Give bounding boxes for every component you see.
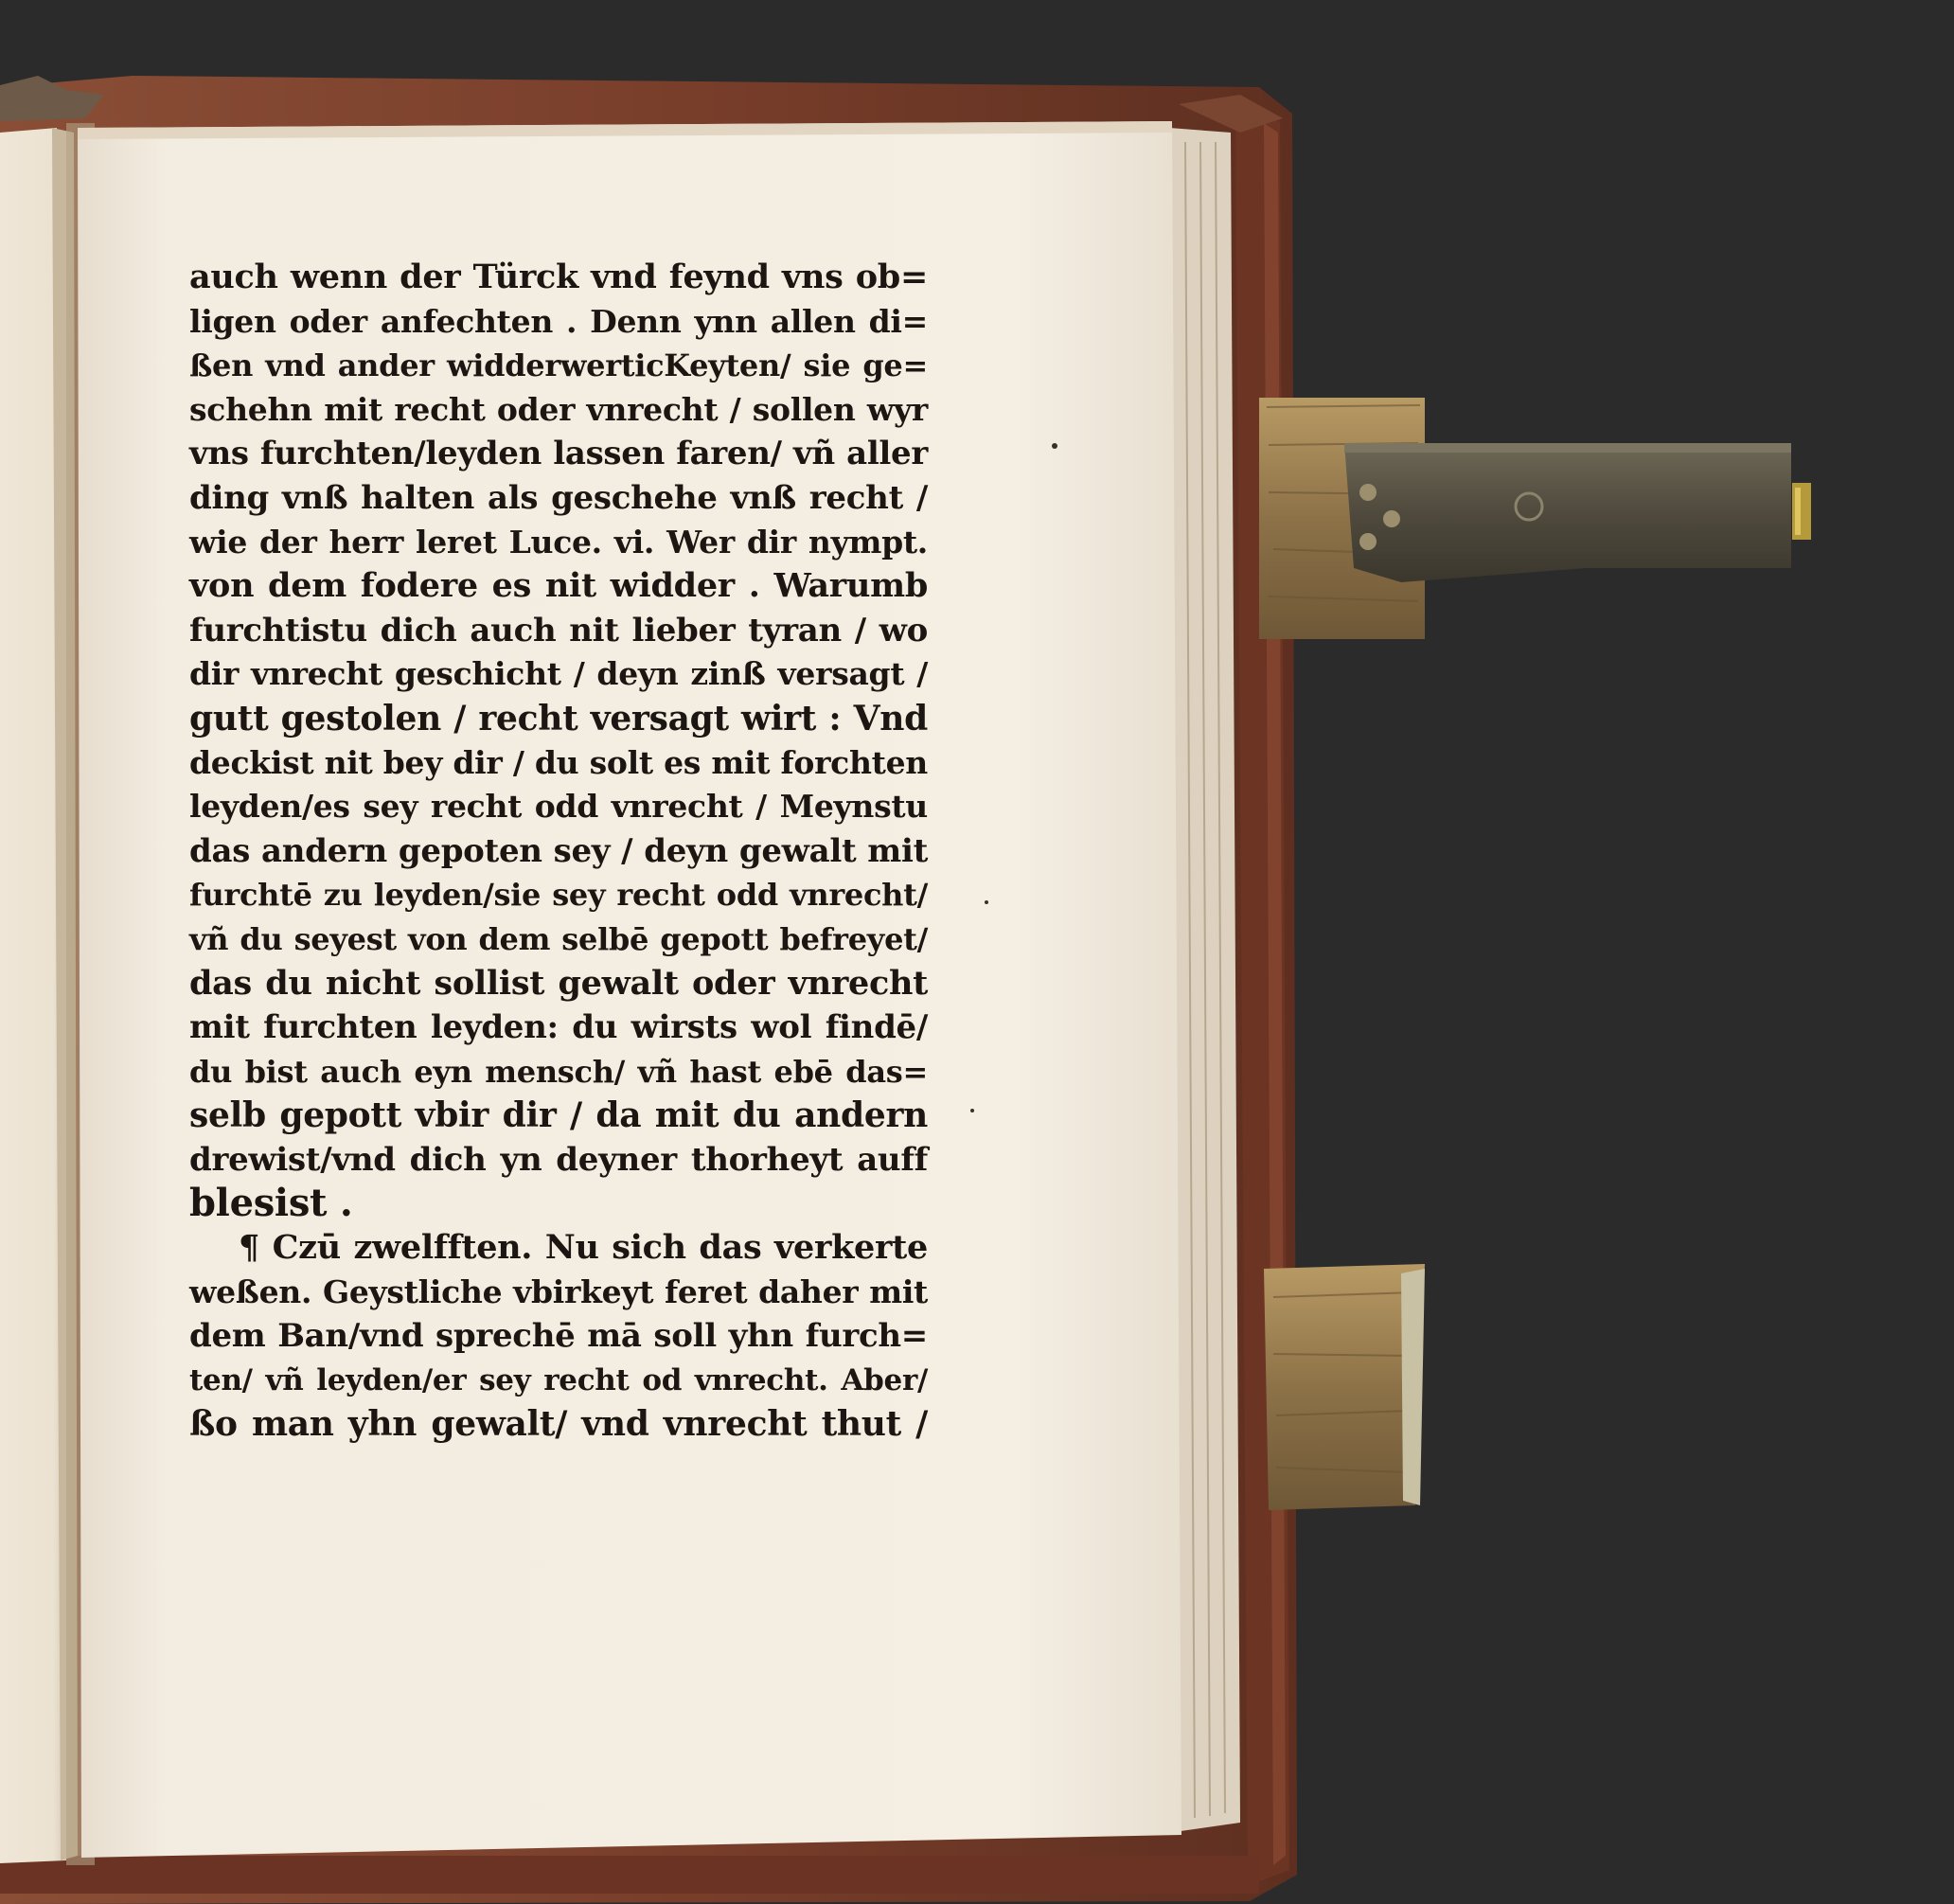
text-line: wie der herr leret Luce. vi. Wer dir nympt. (189, 523, 928, 561)
text-line: das du nicht sollist gewalt oder vnrecht (189, 963, 928, 1003)
text-line: gutt gestolen / recht versagt wirt : Vnd (189, 698, 928, 738)
text-line: vns furchten/leyden lassen faren/ vñ aller (189, 435, 928, 473)
text-line: ligen oder anfechten . Denn ynn allen di= (189, 302, 928, 340)
lower-clasp (1264, 1264, 1425, 1510)
left-page (0, 128, 78, 1863)
text-line: vñ du seyest von dem selbē gepott befreyet/ (189, 920, 928, 957)
text-line: selb gepott vbir dir / da mit du andern (189, 1095, 928, 1136)
paper-speck (970, 1109, 974, 1112)
text-line: ten/ vñ leyden/er sey recht od vnrecht. Aber/ (189, 1362, 928, 1397)
text-line: weßen. Geystliche vbirkeyt feret daher mit (189, 1272, 928, 1310)
text-line: schehn mit recht oder vnrecht / sollen wyr (189, 390, 928, 428)
text-line: ßo man yhn gewalt/ vnd vnrecht thut / (189, 1404, 928, 1445)
text-line: deckist nit bey dir / du solt es mit forchten (189, 743, 928, 781)
paper-speck (985, 900, 988, 904)
text-line: dir vnrecht geschicht / deyn zinß versagt / (189, 655, 928, 693)
text-line: furchtē zu leyden/sie sey recht odd vnrecht/ (189, 877, 928, 914)
text-line: mit furchten leyden: du wirsts wol findē/ (189, 1008, 928, 1047)
text-line: ßen vnd ander widderwerticKeyten/ sie ge= (189, 347, 928, 384)
text-line: ding vnß halten als geschehe vnß recht / (189, 478, 928, 517)
text-line: dem Ban/vnd sprechē mā soll yhn furch= (189, 1317, 928, 1356)
text-line: das andern gepoten sey / deyn gewalt mit (189, 831, 928, 870)
text-line-paragraph-start: ¶ Czū zwelfften. Nu sich das verkerte (239, 1228, 928, 1268)
page-text-block (189, 256, 928, 1447)
text-line: leyden/es sey recht odd vnrecht / Meynstu (189, 788, 928, 826)
text-line: von dem fodere es nit widder . Warumb (189, 566, 928, 606)
text-line: blesist . (189, 1181, 353, 1226)
text-line: auch wenn der Türck vnd feynd vns ob= (189, 258, 928, 296)
text-line: du bist auch eyn mensch/ vñ hast ebē das= (189, 1053, 928, 1090)
text-line: furchtistu dich auch nit lieber tyran / wo (189, 611, 928, 649)
text-line: drewist/vnd dich yn deyner thorheyt auff (189, 1140, 928, 1179)
paper-speck (1052, 443, 1057, 449)
